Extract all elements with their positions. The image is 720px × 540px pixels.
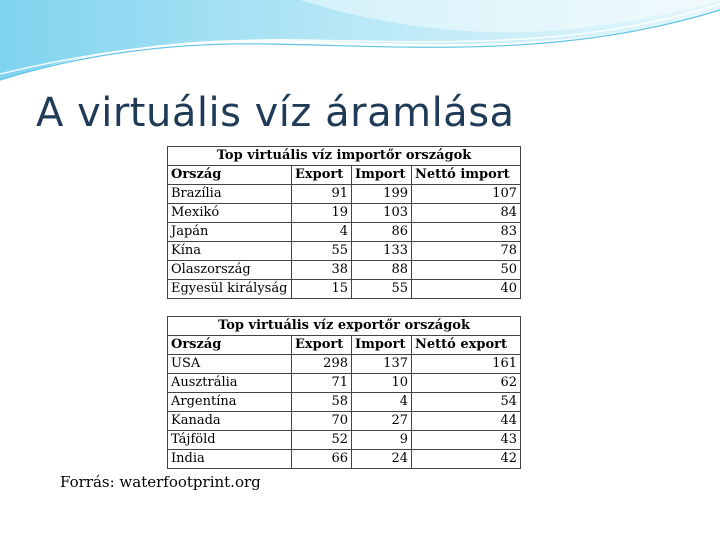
country-cell: Egyesül királyság (168, 280, 292, 299)
country-cell: Kanada (168, 412, 292, 431)
export-cell: 298 (292, 355, 352, 374)
table-row (168, 242, 521, 261)
import-cell: 103 (352, 204, 412, 223)
table-row (168, 374, 521, 393)
net-cell: 161 (412, 355, 521, 374)
export-cell: 58 (292, 393, 352, 412)
header-swoosh-decoration (0, 0, 720, 90)
net-cell: 78 (412, 242, 521, 261)
net-cell: 54 (412, 393, 521, 412)
import-cell: 88 (352, 261, 412, 280)
table-row (168, 280, 521, 299)
exporter-table (167, 316, 521, 469)
slide-title: A virtuális víz áramlása (36, 90, 515, 136)
export-cell: 55 (292, 242, 352, 261)
importer-table (167, 146, 521, 299)
header-cell: Export (292, 336, 352, 355)
import-cell: 10 (352, 374, 412, 393)
net-cell: 44 (412, 412, 521, 431)
country-cell: Argentína (168, 393, 292, 412)
exporter-table-title: Top virtuális víz exportőr országok (168, 317, 521, 336)
export-cell: 38 (292, 261, 352, 280)
country-cell: Japán (168, 223, 292, 242)
header-cell: Import (352, 336, 412, 355)
table-row (168, 204, 521, 223)
export-cell: 52 (292, 431, 352, 450)
import-cell: 199 (352, 185, 412, 204)
table-row (168, 412, 521, 431)
net-cell: 84 (412, 204, 521, 223)
table-row (168, 450, 521, 469)
country-cell: Mexikó (168, 204, 292, 223)
header-cell: Ország (168, 336, 292, 355)
export-cell: 70 (292, 412, 352, 431)
table-row (168, 431, 521, 450)
import-cell: 133 (352, 242, 412, 261)
header-cell: Nettó import (412, 166, 521, 185)
net-cell: 43 (412, 431, 521, 450)
export-cell: 19 (292, 204, 352, 223)
import-cell: 9 (352, 431, 412, 450)
table-row (168, 261, 521, 280)
export-cell: 71 (292, 374, 352, 393)
net-cell: 62 (412, 374, 521, 393)
table-row (168, 355, 521, 374)
net-cell: 40 (412, 280, 521, 299)
net-cell: 50 (412, 261, 521, 280)
country-cell: USA (168, 355, 292, 374)
table-row (168, 185, 521, 204)
net-cell: 42 (412, 450, 521, 469)
source-note: Forrás: waterfootprint.org (60, 473, 261, 491)
net-cell: 107 (412, 185, 521, 204)
net-cell: 83 (412, 223, 521, 242)
importer-header-row (168, 166, 521, 185)
table-row (168, 223, 521, 242)
header-cell: Ország (168, 166, 292, 185)
header-cell: Export (292, 166, 352, 185)
country-cell: India (168, 450, 292, 469)
import-cell: 55 (352, 280, 412, 299)
header-cell: Import (352, 166, 412, 185)
export-cell: 91 (292, 185, 352, 204)
exporter-header-row (168, 336, 521, 355)
export-cell: 15 (292, 280, 352, 299)
country-cell: Kína (168, 242, 292, 261)
table-row (168, 393, 521, 412)
export-cell: 66 (292, 450, 352, 469)
import-cell: 86 (352, 223, 412, 242)
country-cell: Ausztrália (168, 374, 292, 393)
import-cell: 4 (352, 393, 412, 412)
country-cell: Tájföld (168, 431, 292, 450)
header-cell: Nettó export (412, 336, 521, 355)
country-cell: Brazília (168, 185, 292, 204)
import-cell: 137 (352, 355, 412, 374)
importer-table-title: Top virtuális víz importőr országok (168, 147, 521, 166)
export-cell: 4 (292, 223, 352, 242)
country-cell: Olaszország (168, 261, 292, 280)
import-cell: 24 (352, 450, 412, 469)
import-cell: 27 (352, 412, 412, 431)
